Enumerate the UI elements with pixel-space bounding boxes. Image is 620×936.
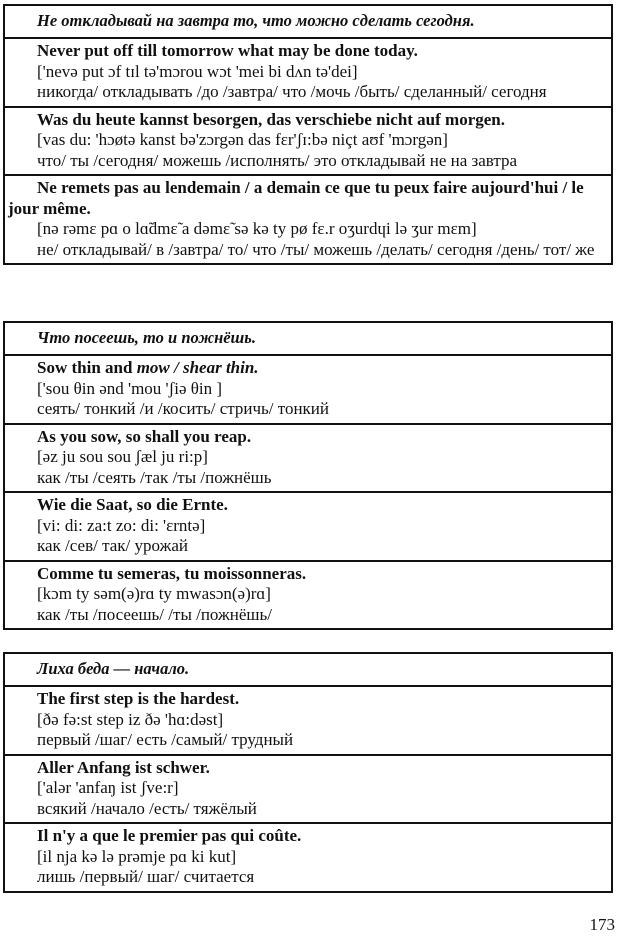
- proverb-translation: как /ты /посеешь/ /ты /пожнёшь/: [37, 604, 272, 624]
- phrase-italic-text: mow / shear thin.: [136, 358, 259, 377]
- proverb-entry: [5, 754, 611, 823]
- proverb-russian-header: Что посеешь, то и пожнёшь.: [37, 328, 256, 347]
- proverb-phrase: [8, 758, 607, 779]
- proverb-transcription: [ðə fə:st step iz ðə 'hɑ:dəst]: [37, 709, 224, 729]
- proverb-phrase: [8, 495, 607, 516]
- proverb-phrase: [8, 427, 607, 448]
- proverb-translation: что/ ты /сегодня/ можешь /исполнять/ это откладывай не на завтра: [37, 150, 518, 170]
- proverb-entry: [5, 822, 611, 891]
- proverb-phrase: [8, 178, 607, 219]
- proverb-table-3: [3, 652, 613, 893]
- proverb-entry: [5, 685, 611, 754]
- phrase-text: Aller Anfang ist schwer.: [37, 757, 210, 777]
- proverb-transcription: [vas du: 'hɔøtə kanst bə'zɔrgən das fɛr'ʃɪ:bə niçt aʊf 'mɔrgən]: [37, 130, 448, 149]
- proverb-transcription: [il nja kə lə prəmje pɑ ki kut]: [37, 846, 237, 866]
- phrase-text: Wie die Saat, so die Ernte.: [37, 495, 228, 514]
- proverb-entry: [5, 560, 611, 629]
- phrase-text: Ne remets pas au lendemain / a demain ce que tu peux faire aujourd'hui / le jour même.: [8, 178, 584, 218]
- proverb-translation: всякий /начало /есть/ тяжёлый: [37, 798, 257, 818]
- proverb-translation: первый /шаг/ есть /самый/ трудный: [37, 730, 294, 749]
- proverb-translation: как /сев/ так/ урожай: [37, 536, 188, 555]
- proverb-phrase: [8, 358, 607, 379]
- proverb-transcription: ['nevə put ɔf tɪl tə'mɔrou wɔt 'mei bi dʌn tə'dei]: [37, 61, 358, 81]
- proverb-table-1: [3, 4, 613, 265]
- proverb-translation: сеять/ тонкий /и /косить/ стричь/ тонкий: [37, 399, 330, 418]
- phrase-text: As you sow, so shall you reap.: [37, 426, 252, 446]
- proverb-phrase: [8, 564, 607, 585]
- proverb-phrase: [8, 689, 607, 710]
- proverb-entry: [5, 174, 611, 263]
- proverb-phrase: [8, 110, 607, 131]
- proverb-transcription: ['alər 'anfaŋ ist ʃve:r]: [37, 778, 179, 797]
- proverb-translation: никогда/ откладывать /до /завтра/ что /мочь /быть/ сделанный/ сегодня: [37, 82, 547, 101]
- proverb-transcription: [kɔm ty səm(ə)rɑ ty mwasɔn(ə)rɑ]: [37, 584, 271, 603]
- proverb-entry: [5, 354, 611, 423]
- proverb-phrase: [8, 41, 607, 62]
- proverb-entry: [5, 37, 611, 106]
- proverb-transcription: ['sou θin ənd 'mou 'ʃiə θin ]: [37, 378, 223, 398]
- phrase-text: The first step is the hardest.: [37, 689, 240, 708]
- phrase-text: Was du heute kannst besorgen, das verschiebe nicht auf morgen.: [37, 109, 506, 129]
- proverb-phrase: [8, 826, 607, 847]
- phrase-text: Sow thin and: [37, 358, 137, 377]
- proverb-translation: лишь /первый/ шаг/ считается: [37, 867, 255, 886]
- proverb-table-2: [3, 321, 613, 630]
- proverb-russian-header: Лиха беда — начало.: [37, 659, 190, 678]
- proverb-translation: как /ты /сеять /так /ты /пожнёшь: [37, 467, 272, 487]
- proverb-transcription: [nə rəmɛ pɑ o lɑ̃dmɛ̃ a dəmɛ̃ sə kə ty pø fɛ.r oʒurdɥi lə ʒur mɛm]: [37, 219, 477, 238]
- proverb-entry: [5, 106, 611, 175]
- proverb-russian-header: Не откладывай на завтра то, что можно сделать сегодня.: [37, 11, 475, 30]
- phrase-text: Never put off till tomorrow what may be done today.: [37, 41, 418, 60]
- proverb-translation: не/ откладывай/ в /завтра/ то/ что /ты/ можешь /делать/ сегодня /день/ тот/ же: [37, 239, 595, 259]
- phrase-text: Il n'y a que le premier pas qui coûte.: [37, 826, 302, 845]
- page-number: 173: [589, 915, 615, 934]
- proverb-transcription: [əz ju sou sou ʃæl ju ri:p]: [37, 447, 208, 466]
- proverb-entry: [5, 491, 611, 560]
- proverb-transcription: [vi: di: za:t zo: di: 'ɛrntə]: [37, 515, 206, 535]
- phrase-text: Comme tu semeras, tu moissonneras.: [37, 563, 307, 583]
- proverb-entry: [5, 423, 611, 492]
